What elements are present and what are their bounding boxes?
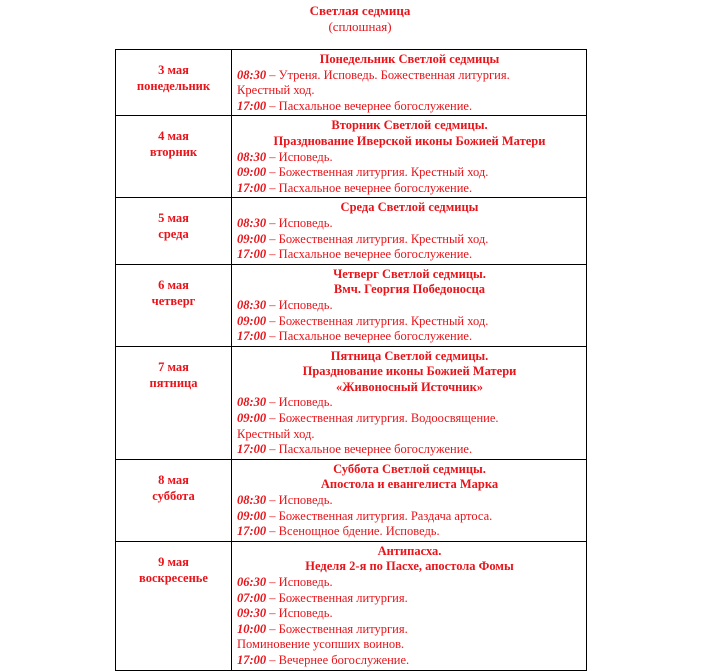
service-cell xyxy=(232,541,587,670)
service-line xyxy=(237,493,582,509)
day-title: Апостола и евангелиста Марка xyxy=(320,477,499,492)
service-text: – Божественная литургия. Раздача артоса. xyxy=(266,508,493,523)
service-time: 17:00 xyxy=(237,98,267,113)
service-time: 17:00 xyxy=(237,329,267,344)
service-time: 08:30 xyxy=(237,215,267,230)
table-row xyxy=(116,198,587,264)
service-line xyxy=(237,165,582,181)
service-line xyxy=(237,395,582,411)
service-time: 17:00 xyxy=(237,652,267,667)
table-row xyxy=(116,264,587,346)
date-cell xyxy=(116,346,232,459)
service-line xyxy=(237,653,582,669)
service-text: – Божественная литургия. Крестный ход. xyxy=(266,165,489,180)
service-time: 08:30 xyxy=(237,149,267,164)
date-label: 5 мая xyxy=(158,211,189,226)
page-title: Светлая седмица xyxy=(309,3,411,18)
service-time: 09:30 xyxy=(237,606,267,621)
service-text: – Всенощное бдение. Исповедь. xyxy=(266,524,440,539)
service-text: – Исповедь. xyxy=(266,395,333,410)
table-row xyxy=(116,346,587,459)
date-label: 6 мая xyxy=(158,277,189,292)
schedule-body xyxy=(116,50,587,671)
service-text: – Божественная литургия. xyxy=(266,621,408,636)
weekday-label: среда xyxy=(158,227,189,242)
day-title: Четверг Светлой седмицы. xyxy=(333,266,486,281)
service-line xyxy=(237,83,582,99)
service-time: 09:00 xyxy=(237,165,267,180)
service-line xyxy=(237,181,582,197)
schedule-table xyxy=(115,49,587,671)
service-time: 17:00 xyxy=(237,524,267,539)
weekday-label: воскресенье xyxy=(139,570,208,585)
service-time: 08:30 xyxy=(237,395,267,410)
service-line xyxy=(237,232,582,248)
day-title: «Живоносный Источник» xyxy=(335,379,484,394)
day-title: Вмч. Георгия Победоносца xyxy=(333,282,486,297)
weekday-label: пятница xyxy=(149,375,198,390)
table-row xyxy=(116,459,587,541)
service-time: 07:00 xyxy=(237,590,267,605)
day-title: Празднование иконы Божией Матери xyxy=(302,364,517,379)
service-time: 17:00 xyxy=(237,180,267,195)
weekday-label: понедельник xyxy=(136,79,211,93)
service-text: – Божественная литургия. Крестный ход. xyxy=(266,313,489,328)
day-title: Неделя 2-я по Пасхе, апостола Фомы xyxy=(305,559,514,574)
service-text: – Божественная литургия. Водоосвящение. xyxy=(266,411,499,426)
service-text: – Божественная литургия. Крестный ход. xyxy=(266,231,489,246)
service-line xyxy=(237,427,582,443)
date-label: 8 мая xyxy=(158,472,189,487)
service-line xyxy=(237,68,582,84)
table-row xyxy=(116,116,587,198)
service-line xyxy=(237,606,582,622)
service-text: Поминовение усопших воинов. xyxy=(237,637,405,652)
service-text: – Исповедь. xyxy=(266,215,333,230)
weekday-label: четверг xyxy=(151,293,196,308)
service-line xyxy=(237,622,582,638)
service-time: 17:00 xyxy=(237,442,267,457)
date-cell xyxy=(116,264,232,346)
service-line xyxy=(237,314,582,330)
date-label: 3 мая xyxy=(158,63,189,77)
service-text: – Пасхальное вечернее богослужение. xyxy=(266,247,473,262)
service-time: 17:00 xyxy=(237,247,267,262)
weekday-label: вторник xyxy=(149,145,198,160)
date-cell xyxy=(116,50,232,116)
service-text: – Исповедь. xyxy=(266,606,333,621)
table-row xyxy=(116,541,587,670)
service-line xyxy=(237,524,582,540)
service-text: Крестный ход. xyxy=(237,83,315,98)
service-line xyxy=(237,247,582,263)
service-line xyxy=(237,442,582,458)
date-cell xyxy=(116,116,232,198)
date-label: 4 мая xyxy=(158,129,189,144)
service-text: – Исповедь. xyxy=(266,149,333,164)
service-time: 08:30 xyxy=(237,297,267,312)
service-text: Крестный ход. xyxy=(237,426,315,441)
service-line xyxy=(237,637,582,653)
service-text: – Божественная литургия. xyxy=(266,590,408,605)
day-title: Суббота Светлой седмицы. xyxy=(333,461,486,476)
service-line xyxy=(237,509,582,525)
day-title: Среда Светлой седмицы xyxy=(340,200,479,215)
service-text: – Исповедь. xyxy=(266,575,333,589)
service-time: 08:30 xyxy=(237,493,267,508)
day-title: Вторник Светлой седмицы. xyxy=(331,118,488,133)
date-cell xyxy=(116,198,232,264)
service-line xyxy=(237,216,582,232)
service-text: – Исповедь. xyxy=(266,297,333,312)
service-cell xyxy=(232,50,587,116)
service-text: – Пасхальное вечернее богослужение. xyxy=(266,329,473,344)
day-title: Пятница Светлой седмицы. xyxy=(330,348,489,363)
service-text: – Пасхальное вечернее богослужение. xyxy=(266,442,473,457)
date-label: 9 мая xyxy=(158,554,189,569)
day-title: Понедельник Светлой седмицы xyxy=(319,52,500,66)
service-time: 10:00 xyxy=(237,621,267,636)
service-text: – Пасхальное вечернее богослужение. xyxy=(266,98,473,113)
service-text: – Утреня. Исповедь. Божественная литургия. xyxy=(266,67,510,82)
service-text: – Исповедь. xyxy=(266,493,333,508)
weekday-label: суббота xyxy=(152,488,195,503)
service-text: – Пасхальное вечернее богослужение. xyxy=(266,180,473,195)
service-cell xyxy=(232,116,587,198)
service-line xyxy=(237,298,582,314)
date-cell xyxy=(116,459,232,541)
service-time: 09:00 xyxy=(237,313,267,328)
day-title: Антипасха. xyxy=(377,543,442,558)
date-label: 7 мая xyxy=(158,359,189,374)
service-time: 06:30 xyxy=(237,575,267,589)
date-cell xyxy=(116,541,232,670)
service-time: 09:00 xyxy=(237,508,267,523)
service-line xyxy=(237,99,582,115)
service-text: – Вечернее богослужение. xyxy=(266,652,410,667)
service-time: 09:00 xyxy=(237,411,267,426)
service-cell xyxy=(232,346,587,459)
service-cell xyxy=(232,198,587,264)
service-line xyxy=(237,329,582,345)
service-line xyxy=(237,575,582,591)
service-time: 09:00 xyxy=(237,231,267,246)
table-row xyxy=(116,50,587,116)
page-subtitle: (сплошная) xyxy=(328,19,392,34)
service-line xyxy=(237,150,582,166)
service-time: 08:30 xyxy=(237,67,267,82)
service-cell xyxy=(232,264,587,346)
service-cell xyxy=(232,459,587,541)
day-title: Празднование Иверской иконы Божией Матери xyxy=(273,133,546,148)
service-line xyxy=(237,411,582,427)
service-line xyxy=(237,591,582,607)
